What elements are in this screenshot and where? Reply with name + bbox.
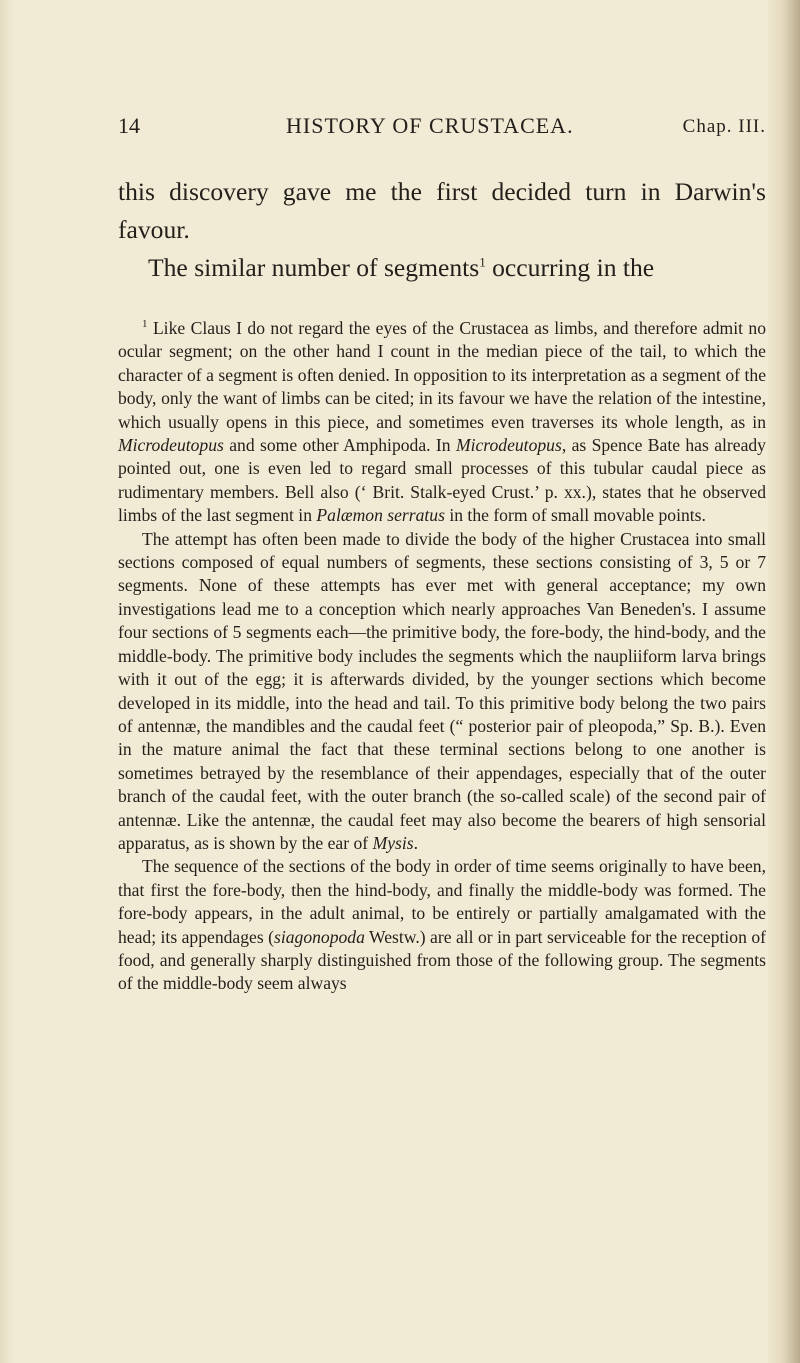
footnote-marker: 1 (142, 318, 148, 331)
running-header (118, 113, 766, 143)
taxon-name: Microdeutopus (455, 435, 562, 456)
footnote (118, 317, 766, 996)
body-paragraph: this discovery gave me the first decided turn in Darwin's favour. (118, 177, 766, 244)
footnote-text: . (413, 832, 419, 853)
body-paragraph (118, 249, 766, 287)
running-title: HISTORY OF CRUSTACEA. (286, 113, 574, 138)
footnote-paragraph (118, 855, 766, 995)
taxon-name: Palæmon serratus (316, 505, 445, 526)
body-text (118, 173, 766, 287)
footnote-text: Like Claus I do not regard the eyes of the Crustacea as limbs, and therefore admit no ocular segment; on the other hand I count in the median piece of the tail, to which the character of a segment is often denied. In opposition to its interpretation as a segment of the body, only the want of limbs can be cited; in its favour we have the relation of the intestine, which usually opens in this piece, and sometimes even traverses its whole length, as in (118, 318, 766, 432)
footnote-reference: 1 (479, 254, 486, 270)
page-gutter-shadow (0, 0, 14, 1363)
footnote-text: and some other Amphipoda. In (223, 435, 456, 456)
footnote-text: The attempt has often been made to divide the body of the higher Crustacea into small sections composed of equal numbers of segments, these sections consisting of 3, 5 or 7 segments. None of these attempts has ever met with general acceptance; my own investigations lead me to a conception which nearly approaches Van Beneden's. I assume four sections of 5 segments each—the primitive body, the fore-body, the hind-body, and the middle-body. The primitive body includes the segments which the naupliiform larva brings with it out of the egg; it is afterwards divided, by the younger sections which become developed in its middle, into the head and tail. To this primitive body belong the two pairs of antennæ, the mandibles and the caudal feet (“ posterior pair of pleopoda,” Sp. B.). Even in the mature animal the fact that these terminal sections belong to one another is sometimes betrayed by the resemblance of their appendages, especially that of the outer branch of the caudal feet, with the outer branch (the so-called scale) of the second pair of antennæ. Like the antennæ, the caudal feet may also become the bearers of high sensorial apparatus, as is shown by the ear of (118, 528, 766, 853)
body-text-run: occurring in the (485, 253, 655, 282)
chapter-label: Chap. III. (682, 116, 766, 137)
taxon-name: siagonopoda (273, 926, 365, 947)
footnote-text: , as Spence Bate has already pointed out, one is even led to regard small processes of this tubular caudal piece as rudimentary members. Bell also (‘ Brit. Stalk-eyed Crust.’ p. xx.), states that he observed limbs of the last segment in (118, 435, 766, 526)
footnote-paragraph (118, 317, 766, 528)
page-number: 14 (118, 113, 140, 138)
taxon-name: Mysis (372, 832, 414, 853)
page-edge (768, 0, 800, 1363)
footnote-text: Westw.) are all or in part serviceable for the reception of food, and generally sharply distinguished from those of the following group. The segments of the middle-body seem always (118, 926, 766, 994)
taxon-name: Microdeutopus (118, 435, 224, 456)
footnote-text: in the form of small movable points. (444, 505, 706, 526)
footnote-text: The sequence of the sections of the body in order of time seems originally to have been, that first the fore-body, then the hind-body, and finally the middle-body was formed. The fore-body appears, in the adult animal, to be entirely or partially amalgamated with the head; its appendages ( (118, 856, 766, 947)
footnote-paragraph (118, 528, 766, 856)
body-text-run: The similar number of segments (148, 253, 480, 282)
